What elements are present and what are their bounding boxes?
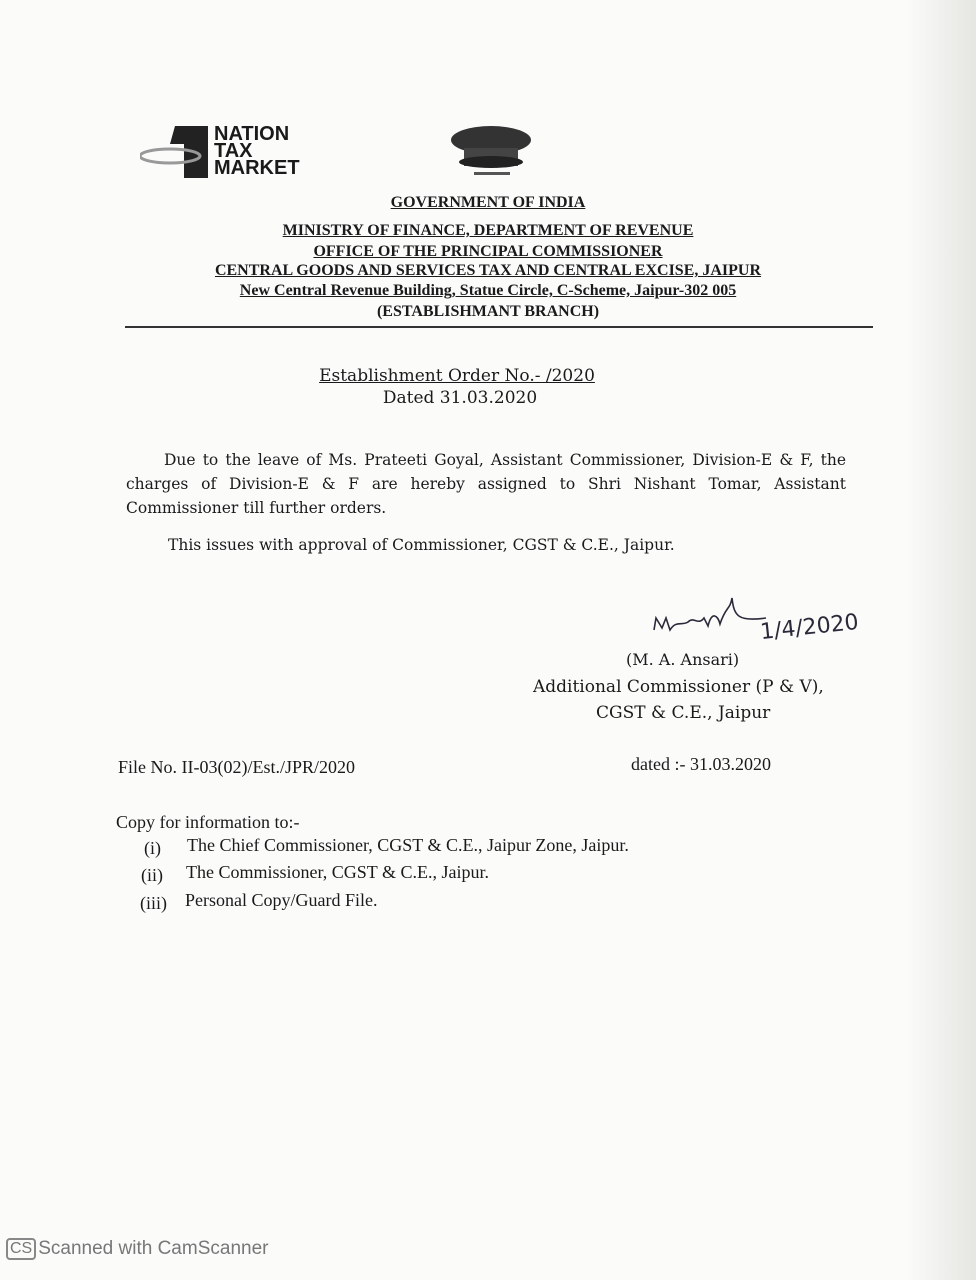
body-paragraph-2: This issues with approval of Commissioner, CGST & C.E., Jaipur.	[168, 536, 675, 554]
header-divider	[125, 326, 873, 328]
copy-heading: Copy for information to:-	[116, 812, 300, 832]
body-paragraph-1: Due to the leave of Ms. Prateeti Goyal, Assistant Commissioner, Division-E & F, the charges of Division-E & F are hereby assigned to Shri Nishant Tomar, Assistant Commissioner till further orders.	[126, 451, 846, 517]
handwritten-date: 1/4/2020	[758, 609, 860, 646]
logo-text: NATION TAX MARKET	[214, 123, 300, 179]
signatory-office: CGST & C.E., Jaipur	[596, 703, 771, 723]
order-date: Dated 31.03.2020	[382, 388, 538, 408]
camscanner-watermark	[6, 1238, 268, 1260]
signatory-name: (M. A. Ansari)	[626, 650, 740, 669]
copy-item-num: (ii)	[141, 865, 163, 885]
copy-item-num: (i)	[144, 838, 161, 858]
national-emblem	[444, 122, 539, 182]
header-ministry: MINISTRY OF FINANCE, DEPARTMENT OF REVENUE	[282, 222, 694, 239]
header-branch: (ESTABLISHMANT BRANCH)	[376, 303, 600, 320]
ashoka-emblem-icon	[444, 122, 539, 178]
file-dated: dated :- 31.03.2020	[631, 754, 771, 774]
file-number: File No. II-03(02)/Est./JPR/2020	[118, 757, 355, 777]
logo-numeral-one-icon	[140, 122, 210, 180]
watermark-text: Scanned with CamScanner	[38, 1238, 269, 1259]
header-department: CENTRAL GOODS AND SERVICES TAX AND CENTRAL EXCISE, JAIPUR	[214, 262, 762, 279]
copy-item-text: The Commissioner, CGST & C.E., Jaipur.	[186, 862, 489, 882]
page-edge-shadow	[906, 0, 976, 1280]
header-government: GOVERNMENT OF INDIA	[390, 194, 586, 211]
copy-item-text: The Chief Commissioner, CGST & C.E., Jaipur Zone, Jaipur.	[187, 835, 629, 855]
handwritten-signature	[648, 596, 768, 646]
header-address: New Central Revenue Building, Statue Circle, C-Scheme, Jaipur-302 005	[239, 282, 737, 299]
signatory-designation: Additional Commissioner (P & V),	[533, 677, 824, 697]
copy-item-num: (iii)	[140, 893, 167, 913]
header-office: OFFICE OF THE PRINCIPAL COMMISSIONER	[313, 243, 663, 260]
order-number: Establishment Order No.- /2020	[319, 366, 595, 386]
camscanner-logo-icon: CS	[6, 1238, 36, 1260]
copy-item-text: Personal Copy/Guard File.	[185, 890, 378, 910]
